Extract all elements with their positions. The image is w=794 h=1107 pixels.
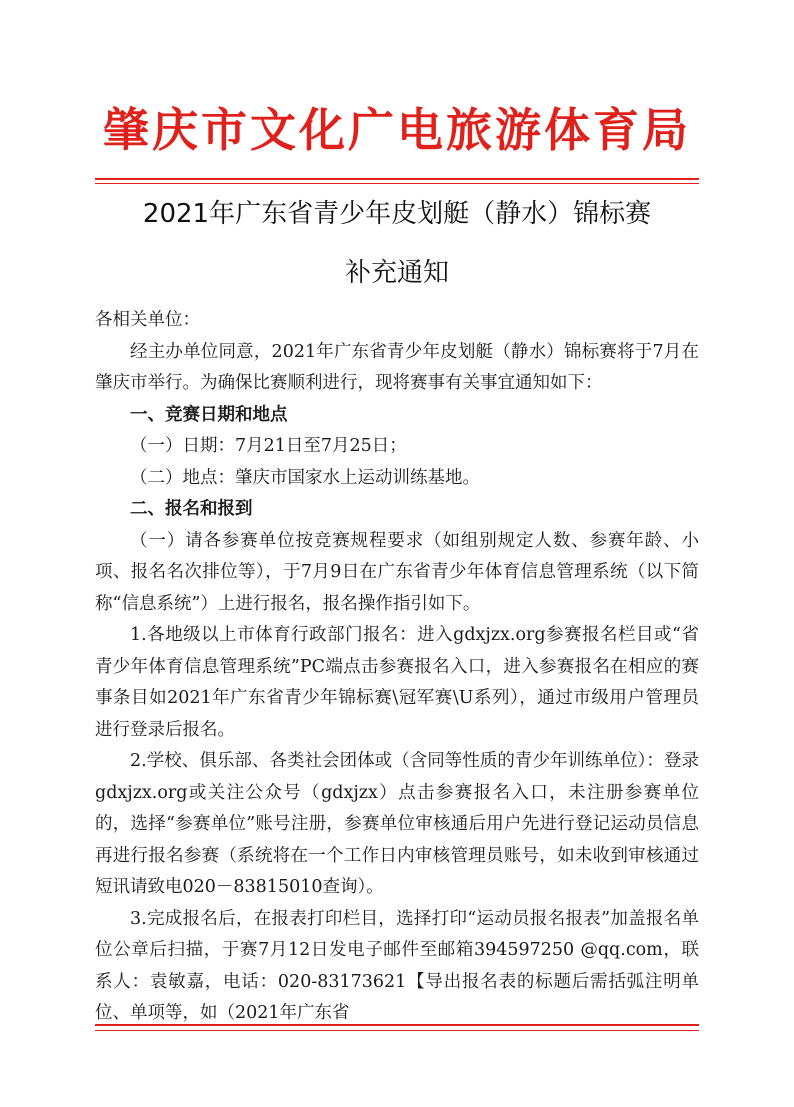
letterhead-rule-thick [95,178,699,180]
section-heading: 一、竞赛日期和地点 [130,404,288,425]
registration-item-3: 3.完成报名后，在报表打印栏目，选择打印“运动员报名报表”加盖报名单位公章后扫描，于赛7月12日发电子邮件至邮箱394597250 @qq.com，联系人：袁敏嘉，电话：020-83173621【导出报名表的标题后需括弧注明单位、单项等，如（2021年广东省 [95,908,699,1023]
registration-item-2: 2.学校、俱乐部、各类社会团体或（含同等性质的青少年训练单位）：登录gdxjzx.org或关注公众号（gdxjzx）点击参赛报名入口，未注册参赛单位的，选择“参赛单位”账号注册，参赛单位审核通后用户先进行登记运动员信息再进行报名参赛（系统将在一个工作日内审核管理员账号，如未收到审核通过短讯请致电020－83815010查询）。 [95,751,699,897]
document-title: 2021年广东省青少年皮划艇（静水）锦标赛 [142,199,652,229]
date-line: （一）日期：7月21日至7月25日； [130,436,407,456]
registration-paragraph: （一）请各参赛单位按竞赛规程要求（如组别规定人数、参赛年龄、小项、报名名次排位等），于7月9日在广东省青少年体育信息管理系统（以下简称“信息系统”）上进行报名，报名操作指引如下。 [95,530,699,614]
letterhead-rule-thin [95,183,699,184]
footer-rule-thick [95,1024,699,1026]
venue-line: （二）地点：肇庆市国家水上运动训练基地。 [130,467,480,488]
letterhead: 肇庆市文化广电旅游体育局 [103,103,691,157]
document-body [95,305,699,1030]
footer-rule-thin [95,1030,699,1031]
intro-paragraph: 经主办单位同意，2021年广东省青少年皮划艇（静水）锦标赛将于7月在肇庆市举行。为确保比赛顺利进行，现将赛事有关事宜通知如下： [95,341,699,393]
document-subtitle: 补充通知 [344,258,449,288]
registration-item-1: 1.各地级以上市体育行政部门报名：进入gdxjzx.org参赛报名栏目或“省青少年体育信息管理系统”PC端点击参赛报名入口，进入参赛报名在相应的赛事条目如2021年广东省青少年锦标赛\冠军赛\U系列），通过市级用户管理员进行登录后报名。 [95,625,699,740]
salutation: 各相关单位： [95,310,200,330]
section-heading: 二、报名和报到 [130,499,253,519]
